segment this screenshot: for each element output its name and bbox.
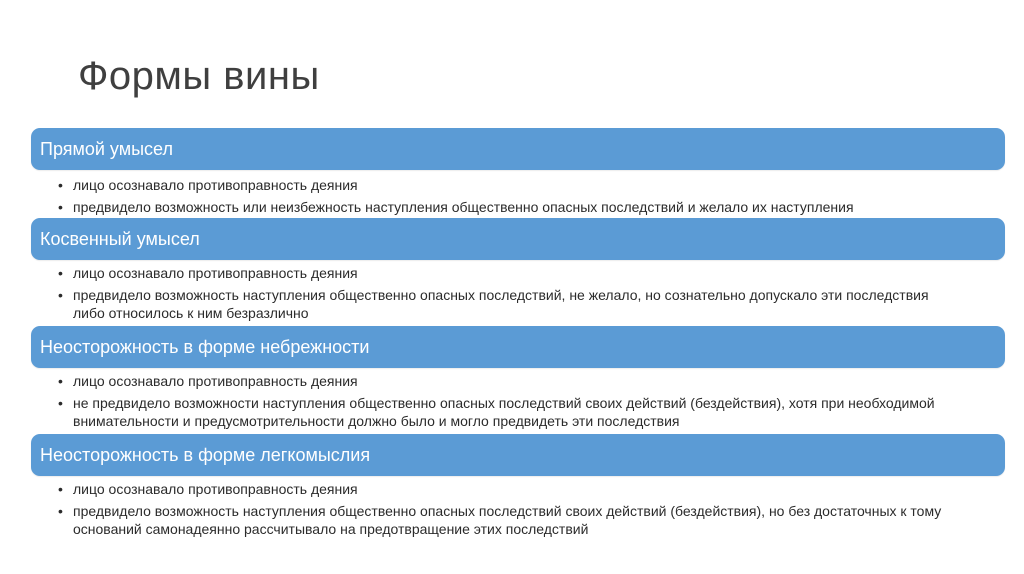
section-list-direct-intent xyxy=(58,176,958,220)
list-item-text: предвидело возможность наступления общественно опасных последствий своих действий (бездействия), но без достаточных к тому оснований самонадеянно рассчитывало на предотвращение этих последствий xyxy=(73,503,942,537)
bullet-icon: • xyxy=(58,287,63,303)
bullet-icon: • xyxy=(58,481,63,497)
section-list-recklessness xyxy=(58,480,958,542)
bullet-icon: • xyxy=(58,265,63,281)
list-item-text: лицо осознавало противоправность деяния xyxy=(73,265,358,281)
bullet-icon: • xyxy=(58,373,63,389)
list-item-text: лицо осознавало противоправность деяния xyxy=(73,373,358,389)
slide-title: Формы вины xyxy=(78,54,320,98)
section-header-recklessness: Неосторожность в форме легкомыслия xyxy=(31,434,1005,476)
list-item-text: предвидело возможность или неизбежность наступления общественно опасных последствий и желало их наступления xyxy=(73,199,854,215)
list-item-text: не предвидело возможности наступления общественно опасных последствий своих действий (бездействия), хотя при необходимой внимательности и предусмотрительности должно было и могло предвидеть эти последствия xyxy=(73,395,935,429)
list-item xyxy=(58,394,958,430)
bullet-icon: • xyxy=(58,395,63,411)
section-header-indirect-intent: Косвенный умысел xyxy=(31,218,1005,260)
list-item xyxy=(58,286,958,322)
list-item-text: предвидело возможность наступления общественно опасных последствий, не желало, но сознательно допускало эти последствия либо относилось к ним безразлично xyxy=(73,287,929,321)
list-item-text: лицо осознавало противоправность деяния xyxy=(73,481,358,497)
section-list-indirect-intent xyxy=(58,264,958,326)
list-item xyxy=(58,372,958,390)
bullet-icon: • xyxy=(58,503,63,519)
list-item xyxy=(58,198,958,216)
list-item-text: лицо осознавало противоправность деяния xyxy=(73,177,358,193)
section-list-negligence xyxy=(58,372,958,434)
list-item xyxy=(58,176,958,194)
section-header-direct-intent: Прямой умысел xyxy=(31,128,1005,170)
section-header-negligence: Неосторожность в форме небрежности xyxy=(31,326,1005,368)
list-item xyxy=(58,264,958,282)
bullet-icon: • xyxy=(58,177,63,193)
list-item xyxy=(58,480,958,498)
list-item xyxy=(58,502,958,538)
bullet-icon: • xyxy=(58,199,63,215)
